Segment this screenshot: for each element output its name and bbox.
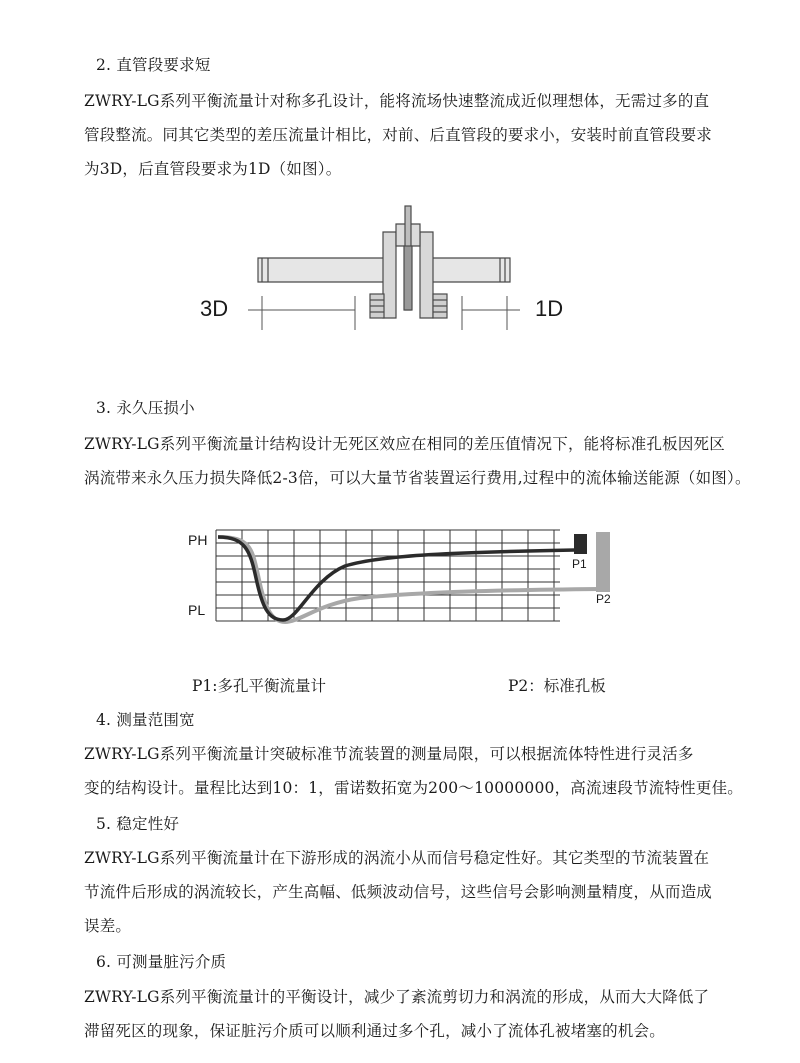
- section-2-line-3: 为3D，后直管段要求为1D（如图）。: [84, 160, 342, 178]
- section-3-line-1: ZWRY-LG系列平衡流量计结构设计无死区效应在相同的差压值情况下，能将标准孔板因死区: [84, 435, 725, 453]
- caption-p2: P2：标准孔板: [508, 677, 606, 695]
- caption-p1: P1:多孔平衡流量计: [192, 677, 327, 695]
- section-4-line-1: ZWRY-LG系列平衡流量计突破标准节流装置的测量局限，可以根据流体特性进行灵活多: [84, 745, 694, 763]
- section-2-line-1: ZWRY-LG系列平衡流量计对称多孔设计，能将流场快速整流成近似理想体，无需过多的直: [84, 92, 710, 110]
- p1-tag: P1: [572, 557, 587, 571]
- downstream-length-label: 1D: [535, 296, 564, 321]
- pl-label: PL: [188, 602, 206, 618]
- section-6-heading: 6. 可测量脏污介质: [96, 953, 227, 971]
- section-5-line-3: 误差。: [84, 917, 132, 935]
- section-5-heading: 5. 稳定性好: [96, 815, 180, 833]
- section-3-heading: 3. 永久压损小: [96, 399, 195, 417]
- section-5-line-2: 节流件后形成的涡流较长，产生高幅、低频波动信号，这些信号会影响测量精度，从而造成: [84, 883, 713, 901]
- p2-indicator: [596, 532, 610, 592]
- p2-tag: P2: [596, 592, 611, 606]
- section-4-line-2: 变的结构设计。量程比达到10：1，雷诺数拓宽为200～10000000，高流速段节流特性更佳。: [84, 779, 743, 797]
- section-6-line-1: ZWRY-LG系列平衡流量计的平衡设计，减少了紊流剪切力和涡流的形成，从而大大降低了: [84, 988, 710, 1006]
- p1-indicator: [574, 534, 587, 554]
- ph-label: PH: [188, 532, 208, 548]
- section-6-line-2: 滞留死区的现象，保证脏污介质可以顺利通过多个孔，减小了流体孔被堵塞的机会。: [84, 1022, 665, 1040]
- upstream-length-label: 3D: [200, 296, 229, 321]
- section-5-line-1: ZWRY-LG系列平衡流量计在下游形成的涡流小从而信号稳定性好。其它类型的节流装置在: [84, 849, 710, 867]
- section-2-heading: 2. 直管段要求短: [96, 56, 211, 74]
- section-2-line-2: 管段整流。同其它类型的差压流量计相比，对前、后直管段的要求小，安装时前直管段要求: [84, 126, 713, 144]
- section-4-heading: 4. 测量范围宽: [96, 711, 195, 729]
- section-3-line-2: 涡流带来永久压力损失降低2-3倍，可以大量节省装置运行费用,过程中的流体输送能源（如图）。: [84, 469, 751, 487]
